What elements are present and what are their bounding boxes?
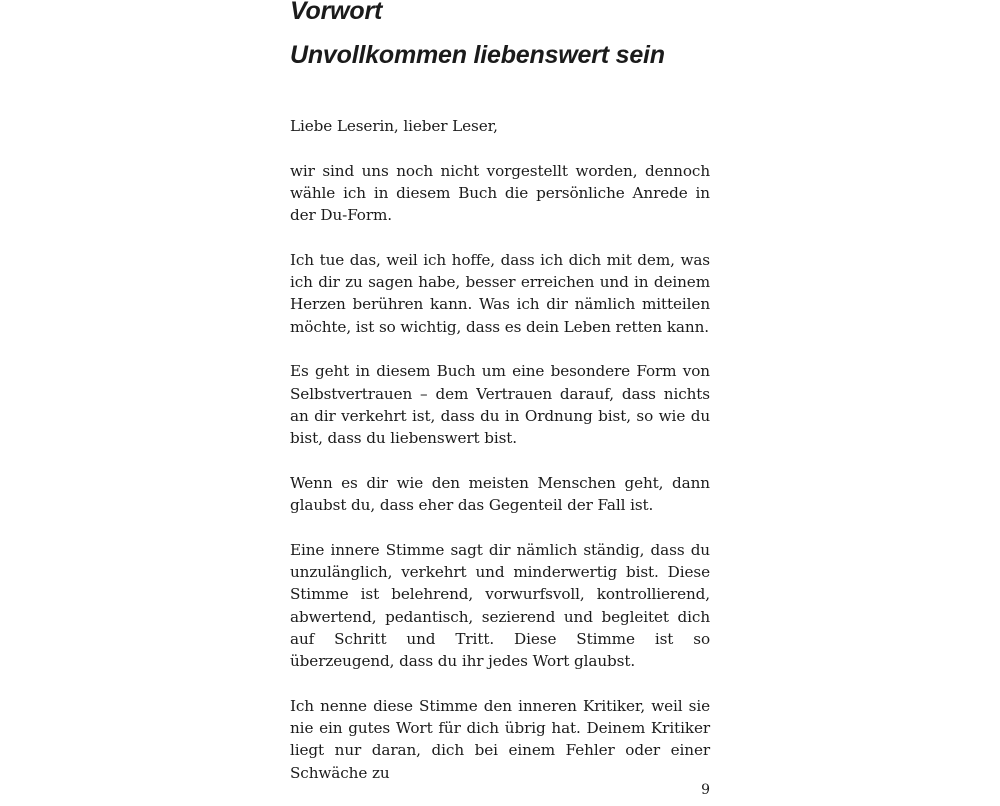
paragraph: Es geht in diesem Buch um eine besondere Form von Selbstvertrauen – dem Vertrauen darauf, dass nichts an dir verkehrt ist, dass du in Ordnung bist, so wie du bist, dass du liebenswert bist. (290, 362, 710, 448)
paragraph: Eine innere Stimme sagt dir nämlich ständig, dass du unzulänglich, verkehrt und minderwertig bist. Diese Stimme ist belehrend, vorwurfsvoll, kontrollierend, abwertend, pedantisch, sezierend und begleitet dich auf Schritt und Tritt. Diese Stimme ist so überzeugend, dass du ihr jedes Wort glaubst. (290, 540, 710, 671)
chapter-title: Unvollkommen liebenswert sein (290, 41, 665, 69)
paragraph: Wenn es dir wie den meisten Menschen geht, dann glaubst du, dass eher das Gegenteil der Fall ist. (290, 473, 710, 515)
book-page (290, 0, 710, 800)
body-text (290, 115, 710, 806)
paragraph: Ich tue das, weil ich hoffe, dass ich dich mit dem, was ich dir zu sagen habe, besser erreichen und in deinem Herzen berühren kann. Was ich dir nämlich mitteilen möchte, ist so wichtig, dass es dein Leben retten kann. (290, 250, 710, 336)
paragraph-salutation: Liebe Leserin, lieber Leser, (290, 117, 498, 135)
page-number: 9 (701, 782, 710, 798)
paragraph-continued: Ich nenne diese Stimme den inneren Kritiker, weil sie nie ein gutes Wort für dich übrig hat. Deinem Kritiker liegt nur daran, dich bei einem Fehler oder einer Schwäche zu (290, 696, 710, 782)
section-heading: Vorwort (290, 0, 383, 25)
paragraph: wir sind uns noch nicht vorgestellt worden, dennoch wähle ich in diesem Buch die persönliche Anrede in der Du-Form. (290, 161, 710, 225)
